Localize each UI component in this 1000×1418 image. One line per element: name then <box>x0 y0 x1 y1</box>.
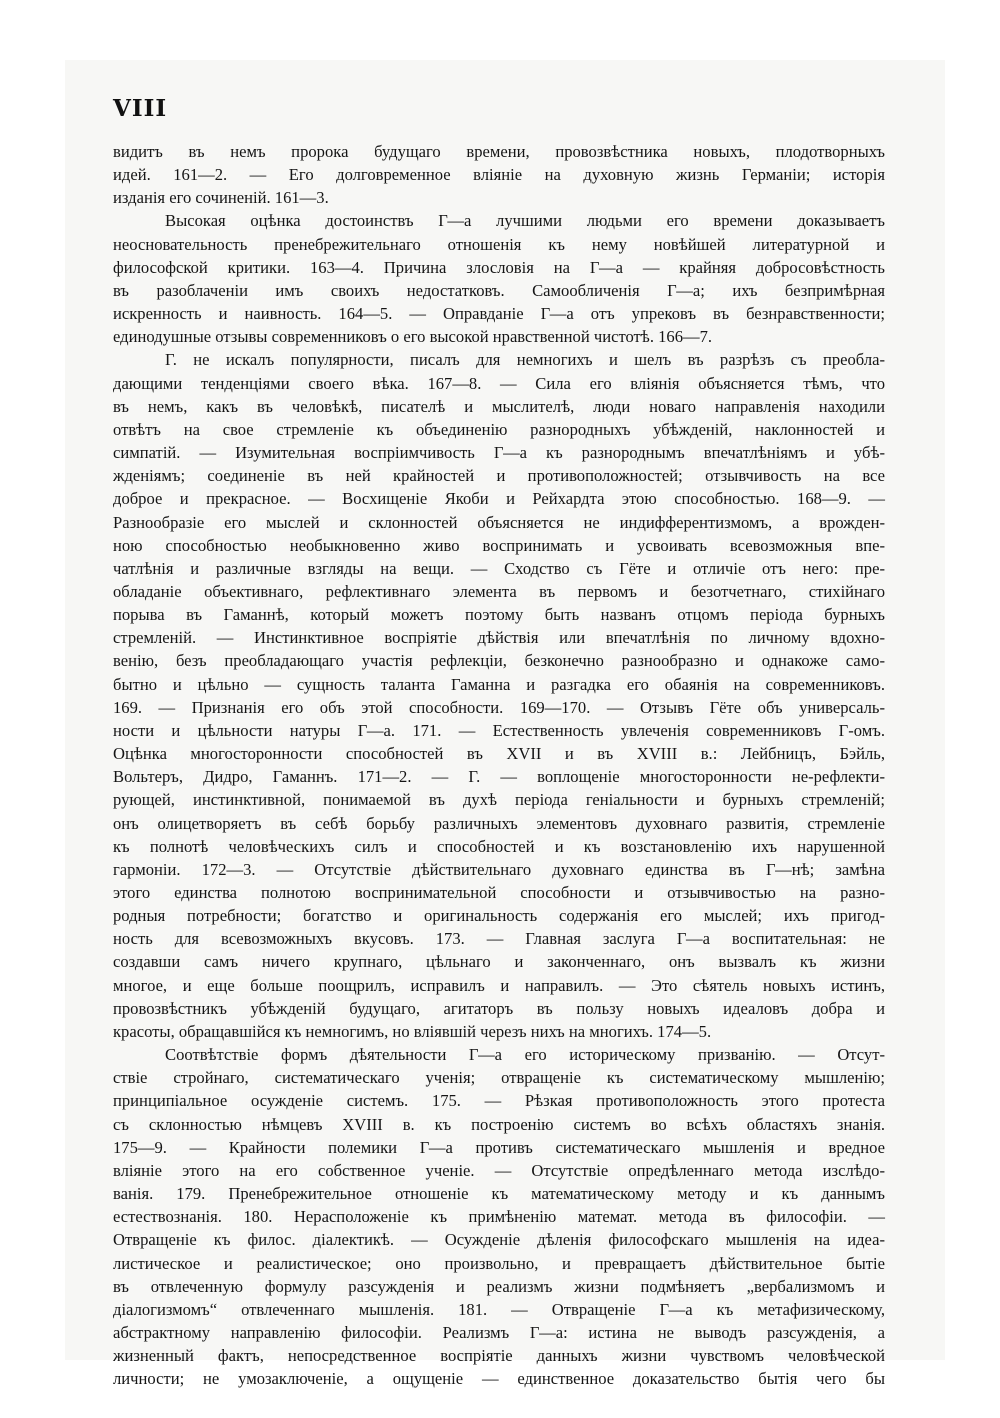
text-line: ванія. 179. Пренебрежительное отношеніе къ математическому методу и къ даннымъ <box>113 1184 885 1204</box>
text-line: бытно и цѣльно — сущность таланта Гаманна и разгадка его обаянія на современниковъ. <box>113 674 885 694</box>
text-line: создавши самъ ничего крупнаго, цѣльнаго и законченнаго, онъ вызвалъ къ жизни <box>113 952 885 972</box>
text-line: ствіе стройнаго, систематическаго ученія; отвращеніе къ систематическому мышленію; <box>113 1068 885 1088</box>
text-line: видитъ въ немъ пророка будущаго времени, провозвѣстника новыхъ, плодотворныхъ <box>113 142 885 161</box>
text-line: рующей, инстинктивной, понимаемой въ духѣ періода геніальности и бурныхъ стремленій; <box>113 790 885 810</box>
text-line: изданія его сочиненій. 161—3. <box>113 188 329 208</box>
text-line: провозвѣстникъ убѣжденій будущаго, агитаторъ въ пользу новыхъ идеаловъ добра и <box>113 998 885 1018</box>
text-line: Высокая оцѣнка достоинствъ Г—а лучшими людьми его времени доказываетъ <box>165 211 885 231</box>
text-line: неосновательность пренебрежительнаго отношенія къ нему новѣйшей литературной и <box>113 234 885 254</box>
text-line: родныя потребности; богатство и оригинальность содержанія его мыслей; ихъ пригод- <box>113 906 885 926</box>
text-line: съ склонностью нѣмцевъ XVIII в. къ построенію системъ во всѣхъ областяхъ знанія. <box>113 1114 885 1134</box>
page-number: VIII <box>113 95 168 122</box>
text-line: Г. не искалъ популярности, писалъ для немногихъ и шелъ въ разрѣзъ съ преобла- <box>165 350 885 370</box>
text-line: ною способностью необыкновенно живо воспринимать и усвоивать всевозможныя впе- <box>113 535 885 555</box>
text-line: въ немъ, какъ въ человѣкѣ, писателѣ и мыслителѣ, люди новаго направленія находили <box>113 396 885 416</box>
text-line: венію, безъ преобладающаго участія рефлекціи, безконечно разнообразно и однакоже само- <box>113 651 885 671</box>
text-line: Оцѣнка многосторонности способностей въ XVII и въ XVIII в.: Лейбницъ, Бэйль, <box>113 744 885 764</box>
text-line: личности; не умозаключеніе, а ощущеніе — единственное доказательство бытія чего бы <box>113 1369 885 1389</box>
text-line: дающими тенденціями своего вѣка. 167—8. — Сила его вліянія объясняется тѣмъ, что <box>113 373 885 393</box>
text-line: естествознанія. 180. Нерасположеніе къ примѣненію математ. метода въ философіи. — <box>113 1207 885 1227</box>
text-line: симпатій. — Изумительная воспріимчивость Г—а къ разнороднымъ впечатлѣніямъ и убѣ- <box>113 443 885 463</box>
text-line: идей. 161—2. — Его долговременное вліяніе на духовную жизнь Германіи; исторія <box>113 165 885 185</box>
text-line: Соотвѣтствіе формъ дѣятельности Г—а его историческому призванію. — Отсут- <box>165 1045 885 1065</box>
text-line: этого единства полнотою воспринимательной способности и отзывчивостью на разно- <box>113 883 885 902</box>
text-line: Отвращеніе къ филос. діалектикѣ. — Осужденіе дѣленія философскаго мышленія на идеа- <box>113 1230 885 1250</box>
text-line: ности и цѣльности натуры Г—а. 171. — Естественность увлеченія современниковъ Г-омъ. <box>113 720 885 740</box>
text-line: діалогизмомъ“ отвлеченнаго мышленія. 181. — Отвращеніе Г—а къ метафизическому, <box>113 1299 885 1319</box>
text-line: листическое и реалистическое; оно произвольно, и превращаетъ дѣйствительное бытіе <box>113 1253 885 1273</box>
text-line: искренность и наивность. 164—5. — Оправданіе Г—а отъ упрековъ въ безнравственности; <box>113 304 885 324</box>
text-line: 169. — Признанія его объ этой способности. 169—170. — Отзывъ Гёте объ универсаль- <box>113 697 885 717</box>
text-line: многое, и еще больше поощрилъ, исправилъ и направилъ. — Это сѣятель новыхъ истинъ, <box>113 975 885 995</box>
text-line: обладаніе объективнаго, рефлективнаго элемента въ первомъ и безотчетнаго, стихійнаго <box>113 581 885 601</box>
text-line: Вольтеръ, Дидро, Гаманнъ. 171—2. — Г. — воплощеніе многосторонности не-рефлекти- <box>113 767 885 787</box>
text-line: стремленій. — Инстинктивное воспріятіе дѣйствія или впечатлѣнія по личному вдохно- <box>113 628 885 648</box>
text-line: въ разоблаченіи имъ своихъ недостатковъ. Самообличенія Г—а; ихъ безпримѣрная <box>113 280 885 300</box>
text-line: порыва въ Гаманнѣ, который можетъ поэтому быть названъ отцомъ періода бурныхъ <box>113 605 885 625</box>
text-line: ность для всевозможныхъ вкусовъ. 173. — Главная заслуга Г—а воспитательная: не <box>113 929 885 949</box>
text-line: единодушные отзывы современниковъ о его высокой нравственной чистотѣ. 166—7. <box>113 327 713 347</box>
text-line: онъ олицетворяетъ въ себѣ борьбу различныхъ элементовъ духовнаго развитія, стремленіе <box>113 813 885 833</box>
text-line: доброе и прекрасное. — Восхищеніе Якоби и Рейхардта этою способностью. 168—9. — <box>113 489 885 509</box>
text-line: въ отвлеченную формулу разсужденія и реализмъ жизни подмѣняетъ „вербализмомъ и <box>113 1276 885 1296</box>
text-line: чатлѣнія и различные взгляды на вещи. — Сходство съ Гёте и отличіе отъ него: пре- <box>113 558 885 578</box>
text-line: философской критики. 163—4. Причина злословія на Г—а — крайняя добросовѣстность <box>113 257 885 277</box>
text-line: жизненный фактъ, непосредственное воспріятіе данныхъ жизни чувствомъ человѣческой <box>113 1346 885 1366</box>
text-line: Разнообразіе его мыслей и склонностей объясняется не индифферентизмомъ, а врожден- <box>113 512 885 532</box>
text-line: красоты, обращавшійся къ немногимъ, но вліявшій черезъ нихъ на многихъ. 174—5. <box>113 1021 712 1041</box>
text-line: принципіальное осужденіе системъ. 175. — Рѣзкая противоположность этого протеста <box>113 1091 885 1111</box>
text-line: абстрактному направленію философіи. Реализмъ Г—а: истина не выводъ разсужденія, а <box>113 1322 885 1342</box>
text-line: къ полнотѣ человѣческихъ силъ и способностей и къ возстановленію ихъ нарушенной <box>113 836 885 856</box>
text-line: гармоніи. 172—3. — Отсутствіе дѣйствительнаго духовнаго единства въ Г—нѣ; замѣна <box>113 859 885 879</box>
text-line: жденіямъ; соединеніе въ ней крайностей и противоположностей; отзывчивость на все <box>113 466 885 486</box>
body-text <box>113 140 885 1390</box>
text-line: вліяніе этого на его собственное ученіе. — Отсутствіе опредѣленнаго метода изслѣдо- <box>113 1160 885 1180</box>
text-line: 175—9. — Крайности полемики Г—а противъ систематическаго мышленія и вредное <box>113 1137 885 1157</box>
text-line: отвѣтъ на свое стремленіе къ объединенію разнородныхъ убѣжденій, наклонностей и <box>113 419 885 439</box>
